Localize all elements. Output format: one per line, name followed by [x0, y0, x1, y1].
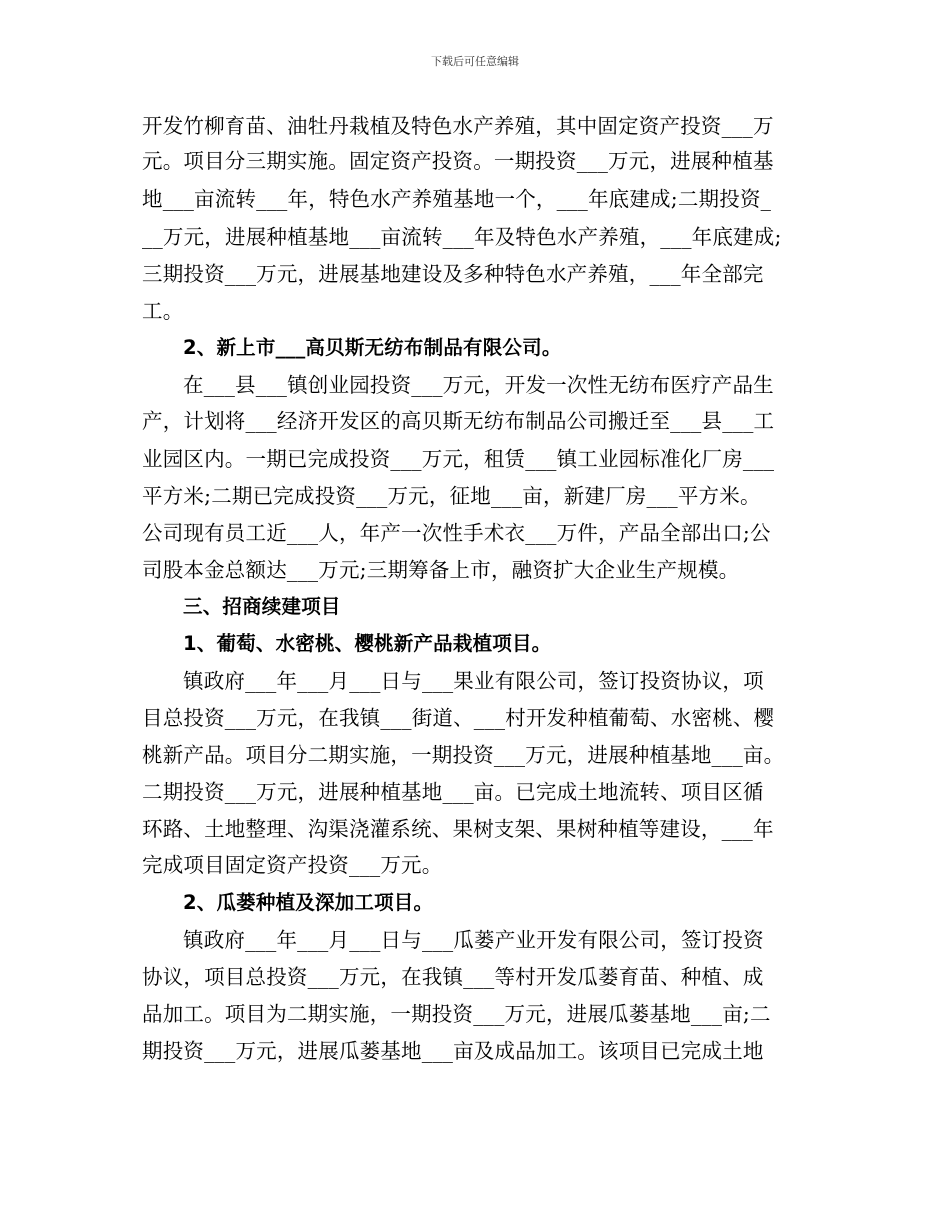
paragraph-line: 地___亩流转___年，特色水产养殖基地一个，___年底建成;二期投资_ — [142, 187, 772, 211]
paragraph-line: 完成项目固定资产投资___万元。 — [142, 853, 443, 877]
paragraph-line: 在___县___镇创业园投资___万元，开发一次性无纺布医疗产品生 — [183, 373, 774, 397]
paragraph-line: 开发竹柳育苗、油牡丹栽植及特色水产养殖，其中固定资产投资___万 — [142, 114, 774, 138]
paragraph-line: 公司现有员工近___人，年产一次性手术衣___万件，产品全部出口;公 — [142, 521, 771, 545]
section-heading: 2、新上市___高贝斯无纺布制品有限公司。 — [183, 336, 562, 359]
page-header: 下载后可任意编辑 — [431, 55, 519, 68]
paragraph-line: 二期投资___万元，进展种植基地___亩。已完成土地流转、项目区循 — [142, 780, 764, 804]
paragraph-line: 期投资___万元，进展瓜蒌基地___亩及成品加工。该项目已完成土地 — [142, 1039, 764, 1063]
paragraph-line: 业园区内。一期已完成投资___万元，租赁___镇工业园标准化厂房___ — [142, 447, 775, 471]
paragraph-line: 环路、土地整理、沟渠浇灌系统、果树支架、果树种植等建设，___年 — [142, 817, 774, 841]
paragraph-line: 桃新产品。项目分二期实施，一期投资___万元，进展种植基地___亩。 — [142, 743, 785, 767]
paragraph-line: 司股本金总额达___万元;三期筹备上市，融资扩大企业生产规模。 — [142, 558, 740, 582]
paragraph-line: 目总投资___万元，在我镇___街道、___村开发种植葡萄、水密桃、樱 — [142, 706, 775, 730]
paragraph-line: 工。 — [142, 299, 184, 323]
paragraph-line: 三期投资___万元，进展基地建设及多种特色水产养殖，___年全部完 — [142, 262, 764, 286]
paragraph-line: 协议，项目总投资___万元，在我镇___等村开发瓜蒌育苗、种植、成 — [142, 965, 764, 989]
section-heading: 1、葡萄、水密桃、樱桃新产品栽植项目。 — [183, 632, 552, 655]
section-heading: 三、招商续建项目 — [183, 595, 341, 618]
paragraph-line: 品加工。项目为二期实施，一期投资___万元，进展瓜蒌基地___亩;二 — [142, 1002, 771, 1026]
paragraph-line: __万元，进展种植基地___亩流转___年及特色水产养殖，___年底建成; — [142, 225, 782, 249]
paragraph-line: 镇政府___年___月___日与___果业有限公司，签订投资协议，项 — [183, 669, 764, 693]
paragraph-line: 平方米;二期已完成投资___万元，征地___亩，新建厂房___平方米。 — [142, 484, 761, 508]
paragraph-line: 元。项目分三期实施。固定资产投资。一期投资___万元，进展种植基 — [142, 149, 774, 173]
paragraph-line: 镇政府___年___月___日与___瓜蒌产业开发有限公司，签订投资 — [183, 928, 764, 952]
paragraph-line: 产，计划将___经济开发区的高贝斯无纺布制品公司搬迁至___县___工 — [142, 409, 775, 433]
section-heading: 2、瓜蒌种植及深加工项目。 — [183, 891, 434, 914]
